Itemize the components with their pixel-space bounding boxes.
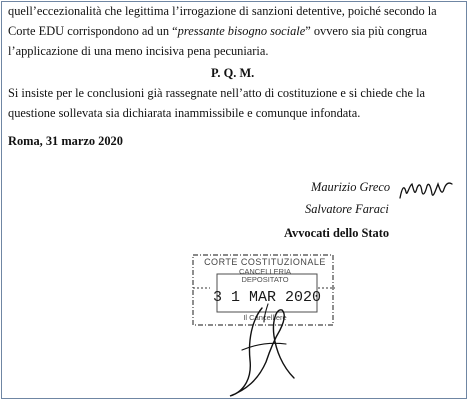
paragraph-2-line-2: questione sollevata sia dichiarata inammissibile e comunque infondata. — [8, 106, 361, 120]
signatory-2: Salvatore Faraci — [305, 202, 389, 216]
pqm-heading: P. Q. M. — [211, 66, 255, 80]
paragraph-1-line-2-prefix: Corte EDU corrispondono ad un “ — [8, 24, 178, 38]
handwritten-signature — [222, 300, 312, 400]
stamp-footer: Il Cancelliere — [243, 313, 287, 322]
quoted-phrase: pressante bisogno sociale — [177, 24, 306, 38]
stamp-line-1: CORTE COSTITUZIONALE — [204, 257, 326, 267]
signatory-role: Avvocati dello Stato — [284, 226, 390, 240]
stamp-date: 3 1 MAR 2020 — [212, 289, 322, 306]
paragraph-1-line-2 — [8, 24, 427, 39]
place-date: Roma, 31 marzo 2020 — [8, 134, 123, 148]
paragraph-1-line-3: l’applicazione di una meno incisiva pena pecuniaria. — [8, 44, 269, 58]
stamp-line-3: DEPOSITATO — [241, 275, 289, 284]
stamp-line-2: CANCELLERIA — [238, 267, 292, 276]
initials-signature — [398, 178, 454, 202]
paragraph-1-line-1: quell’eccezionalità che legittima l’irrogazione di sanzioni detentive, poiché secondo la — [8, 4, 437, 18]
signatory-1: Maurizio Greco — [311, 180, 391, 194]
paragraph-1-line-2-suffix: ” ovvero sia più congrua — [305, 24, 428, 38]
paragraph-2-line-1: Si insiste per le conclusioni già rassegnate nell’atto di costituzione e si chiede che la — [8, 86, 426, 100]
